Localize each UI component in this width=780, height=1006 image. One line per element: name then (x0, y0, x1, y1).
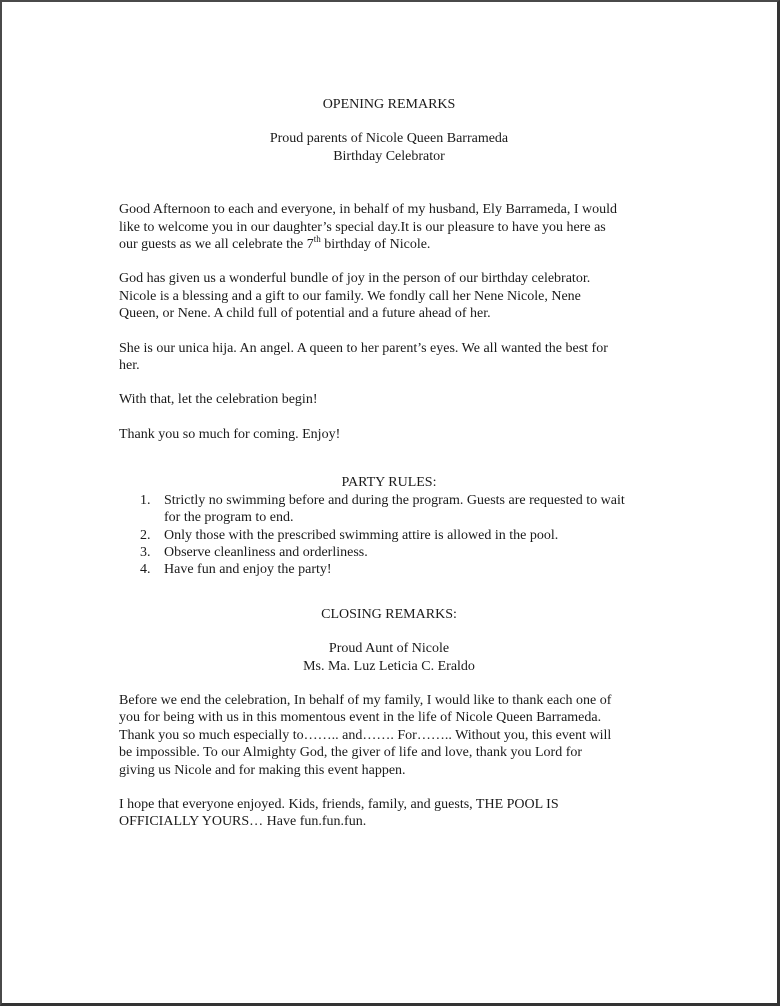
opening-speaker (119, 130, 659, 165)
text-line: Good Afternoon to each and everyone, in behalf of my husband, Ely Barrameda, I would (119, 202, 618, 218)
text-line: OFFICIALLY YOURS… Have fun.fun.fun. (119, 814, 367, 830)
list-item-text: for the program to end. (164, 510, 294, 526)
list-item-number: 1. (140, 492, 151, 508)
ordinal-superscript: th (313, 234, 321, 245)
text-line: God has given us a wonderful bundle of joy in the person of our birthday celebrator. (119, 271, 591, 287)
text-line: She is our unica hija. An angel. A queen to her parent’s eyes. We all wanted the best for (119, 340, 608, 356)
list-item-text: Strictly no swimming before and during the program. Guests are requested to wait (164, 492, 625, 508)
opening-paragraph-2 (119, 270, 659, 322)
list-item-text: Only those with the prescribed swimming attire is allowed in the pool. (164, 527, 559, 543)
list-item (119, 492, 659, 527)
opening-paragraph-3 (119, 340, 659, 375)
text-span: our guests as we all celebrate the 7 (119, 237, 314, 253)
text-line: Thank you so much especially to…….. and……. For…….. Without you, this event will (119, 727, 612, 743)
list-item-number: 3. (140, 544, 151, 560)
closing-speaker (119, 640, 659, 675)
list-item (119, 544, 659, 561)
closing-heading: CLOSING REMARKS: (321, 606, 457, 622)
opening-paragraph-5: Thank you so much for coming. Enjoy! (119, 426, 341, 442)
rules-list (119, 492, 659, 579)
text-line: you for being with us in this momentous event in the life of Nicole Queen Barrameda. (119, 710, 602, 726)
opening-heading: OPENING REMARKS (322, 97, 456, 112)
text-line: giving us Nicole and for making this event happen. (119, 762, 406, 778)
list-item (119, 561, 659, 578)
text-line (119, 236, 659, 253)
closing-paragraph-2 (119, 796, 659, 831)
list-item-text: Have fun and enjoy the party! (164, 562, 332, 578)
text-line: Before we end the celebration, In behalf of my family, I would like to thank each one of (119, 692, 612, 708)
closing-speaker-line2: Ms. Ma. Luz Leticia C. Eraldo (303, 658, 475, 674)
text-line: her. (119, 358, 140, 374)
text-span: birthday of Nicole. (320, 237, 431, 253)
list-item-text: Observe cleanliness and orderliness. (164, 544, 368, 560)
text-line: I hope that everyone enjoyed. Kids, friends, family, and guests, THE POOL IS (119, 796, 559, 812)
closing-paragraph-1 (119, 692, 659, 779)
text-line: Nicole is a blessing and a gift to our family. We fondly call her Nene Nicole, Nene (119, 288, 581, 304)
list-item-number: 2. (140, 527, 151, 543)
closing-speaker-line1: Proud Aunt of Nicole (328, 641, 450, 657)
document-page (119, 96, 659, 831)
list-item-number: 4. (140, 562, 151, 578)
opening-speaker-line2: Birthday Celebrator (333, 148, 445, 164)
rules-heading: PARTY RULES: (341, 475, 437, 491)
text-line: Queen, or Nene. A child full of potential and a future ahead of her. (119, 306, 491, 322)
opening-paragraph-1 (119, 201, 659, 253)
opening-speaker-line1: Proud parents of Nicole Queen Barrameda (269, 131, 509, 147)
text-line: like to welcome you in our daughter’s special day.It is our pleasure to have you here as (119, 219, 606, 235)
opening-paragraph-4: With that, let the celebration begin! (119, 392, 318, 408)
text-line: be impossible. To our Almighty God, the giver of life and love, thank you Lord for (119, 745, 583, 761)
list-item (119, 527, 659, 544)
